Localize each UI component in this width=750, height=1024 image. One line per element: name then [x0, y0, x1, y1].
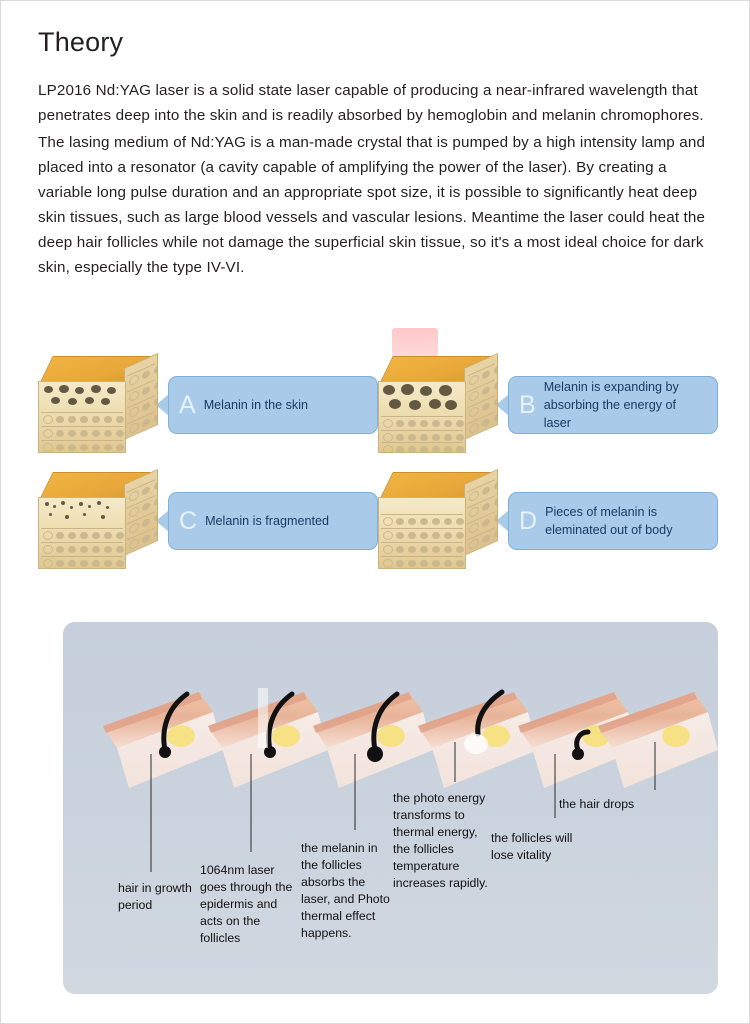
- skin-block-icon-c: [38, 472, 156, 570]
- skin-block-icon-a: [38, 356, 156, 454]
- skin-block-icon-b: [378, 356, 496, 454]
- skin-block-icon-d: [378, 472, 496, 570]
- diagram-step-d: [378, 472, 718, 570]
- diagram-row-1: [38, 356, 718, 454]
- caption-1: hair in growth period: [118, 881, 192, 912]
- hair-removal-process-illustration: [63, 622, 718, 994]
- diagram-step-c: [38, 472, 378, 570]
- callout-d: [508, 492, 718, 550]
- callout-a: [168, 376, 378, 434]
- callout-text-a: Melanin in the skin: [203, 398, 308, 412]
- callout-text-b: Melanin is expanding by absorbing the energy of laser: [543, 380, 679, 430]
- callout-b: [508, 376, 718, 434]
- callout-c: [168, 492, 378, 550]
- callout-letter-d: D: [519, 506, 538, 535]
- mechanism-diagram: [38, 356, 718, 588]
- caption-5: the follicles will lose vitality: [491, 831, 573, 862]
- callout-text-c: Melanin is fragmented: [205, 514, 329, 528]
- diagram-step-b: [378, 356, 718, 454]
- caption-2: 1064nm laser goes through the epidermis and acts on the follicles: [200, 863, 293, 945]
- laser-beam-icon: [392, 328, 438, 358]
- callout-letter-a: A: [179, 390, 196, 419]
- paragraph-2: The lasing medium of Nd:YAG is a man-made crystal that is pumped by a high intensity lamp and placed into a resonator (a cavity capable of amplifying the power of the laser). By creating a variable long pulse duration and an appropriate spot size, it is possible to significantly heat deep skin tissues, such as large blood vessels and vascular lesions. Meantime the laser could heat the deep hair follicles while not damage the superficial skin tissue, so it's a most ideal choice for dark skin, especially the type IV-VI.: [38, 134, 706, 276]
- caption-4: the photo energy transforms to thermal energy, the follicles temperature increases rapidly.: [393, 791, 488, 890]
- page-title: Theory: [38, 27, 124, 57]
- paragraph-1: LP2016 Nd:YAG laser is a solid state laser capable of producing a near-infrared wavelength that penetrates deep into the skin and is readily absorbed by hemoglobin and melanin chromophores.: [38, 82, 704, 124]
- diagram-step-a: [38, 356, 378, 454]
- callout-letter-b: B: [519, 390, 536, 419]
- callout-text-d: Pieces of melanin is eleminated out of body: [545, 505, 673, 537]
- callout-letter-c: C: [179, 506, 198, 535]
- article-text-block: [38, 27, 714, 280]
- caption-6: the hair drops: [559, 797, 635, 811]
- caption-3: the melanin in the follicles absorbs the laser, and Photo thermal effect happens.: [301, 841, 390, 940]
- diagram-row-2: [38, 472, 718, 570]
